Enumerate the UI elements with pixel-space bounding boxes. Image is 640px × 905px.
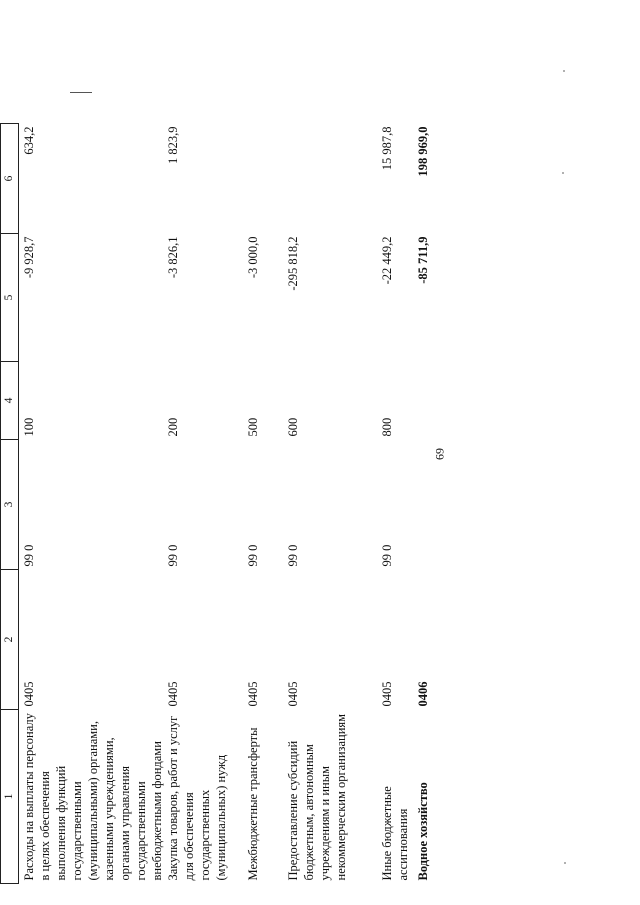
row-name: Межбюджетные трансферты	[246, 727, 260, 881]
row-total-amount	[245, 124, 285, 234]
row-section-code: 0405	[380, 681, 394, 707]
row-expense-type: 800	[380, 417, 394, 437]
row-name: Закупка товаров, работ и услуг для обеспечения государственных (муниципальных) нужд	[166, 715, 228, 881]
header-row	[1, 124, 19, 884]
row-total-amount: 1 823,9	[166, 126, 180, 164]
row-name: Водное хозяйство	[416, 782, 430, 881]
row-section-code: 0405	[22, 681, 36, 707]
table-row	[379, 124, 415, 884]
row-change-amount: -3 826,1	[166, 236, 180, 279]
table-row	[285, 124, 379, 884]
table-row	[165, 124, 245, 884]
row-expense-type	[415, 362, 453, 440]
row-change-amount: -85 711,9	[416, 236, 430, 284]
row-total-amount: 634,2	[22, 126, 36, 155]
row-section-code: 0406	[416, 681, 430, 707]
row-change-amount: -9 928,7	[22, 236, 36, 279]
scan-speck	[562, 172, 564, 174]
row-expense-type: 500	[246, 417, 260, 437]
header-col-3: 3	[1, 440, 19, 570]
row-change-amount: -295 818,2	[286, 236, 300, 291]
header-col-5: 5	[1, 234, 19, 362]
row-change-amount: -3 000,0	[246, 236, 260, 279]
scan-speck	[563, 70, 565, 72]
row-name: Предоставление субсидий бюджетным, автономным учреждениям и иным некоммерческим организациям	[286, 713, 348, 881]
header-col-6: 6	[1, 124, 19, 234]
row-target-code: 99 0	[246, 544, 260, 567]
row-name: Расходы на выплаты персоналу в целях обеспечения выполнения функций государственными (муниципальными) органами, казенными учреждениями, органами управления государственными внебюджетными фондами	[22, 713, 164, 881]
header-col-1: 1	[1, 710, 19, 884]
table-row	[19, 124, 166, 884]
row-expense-type: 200	[166, 417, 180, 437]
row-total-amount: 15 987,8	[380, 126, 394, 171]
header-col-4: 4	[1, 362, 19, 440]
row-target-code	[415, 440, 453, 570]
row-section-code: 0405	[246, 681, 260, 707]
row-target-code: 99 0	[166, 544, 180, 567]
row-total-amount	[285, 124, 379, 234]
budget-table	[0, 123, 453, 884]
row-expense-type: 100	[22, 417, 36, 437]
scan-speck	[564, 862, 566, 864]
header-col-2: 2	[1, 570, 19, 710]
row-section-code: 0405	[166, 681, 180, 707]
budget-table-sheet	[0, 124, 446, 884]
row-target-code: 99 0	[22, 544, 36, 567]
scan-mark-line	[70, 92, 92, 93]
table-row	[245, 124, 285, 884]
page-number: 69	[432, 448, 447, 460]
row-name: Иные бюджетные ассигнования	[380, 786, 410, 881]
table-row-total	[415, 124, 453, 884]
row-target-code: 99 0	[380, 544, 394, 567]
row-total-amount: 198 969,0	[416, 126, 430, 177]
row-expense-type: 600	[286, 417, 300, 437]
row-target-code: 99 0	[286, 544, 300, 567]
row-change-amount: -22 449,2	[380, 236, 394, 285]
row-section-code: 0405	[286, 681, 300, 707]
